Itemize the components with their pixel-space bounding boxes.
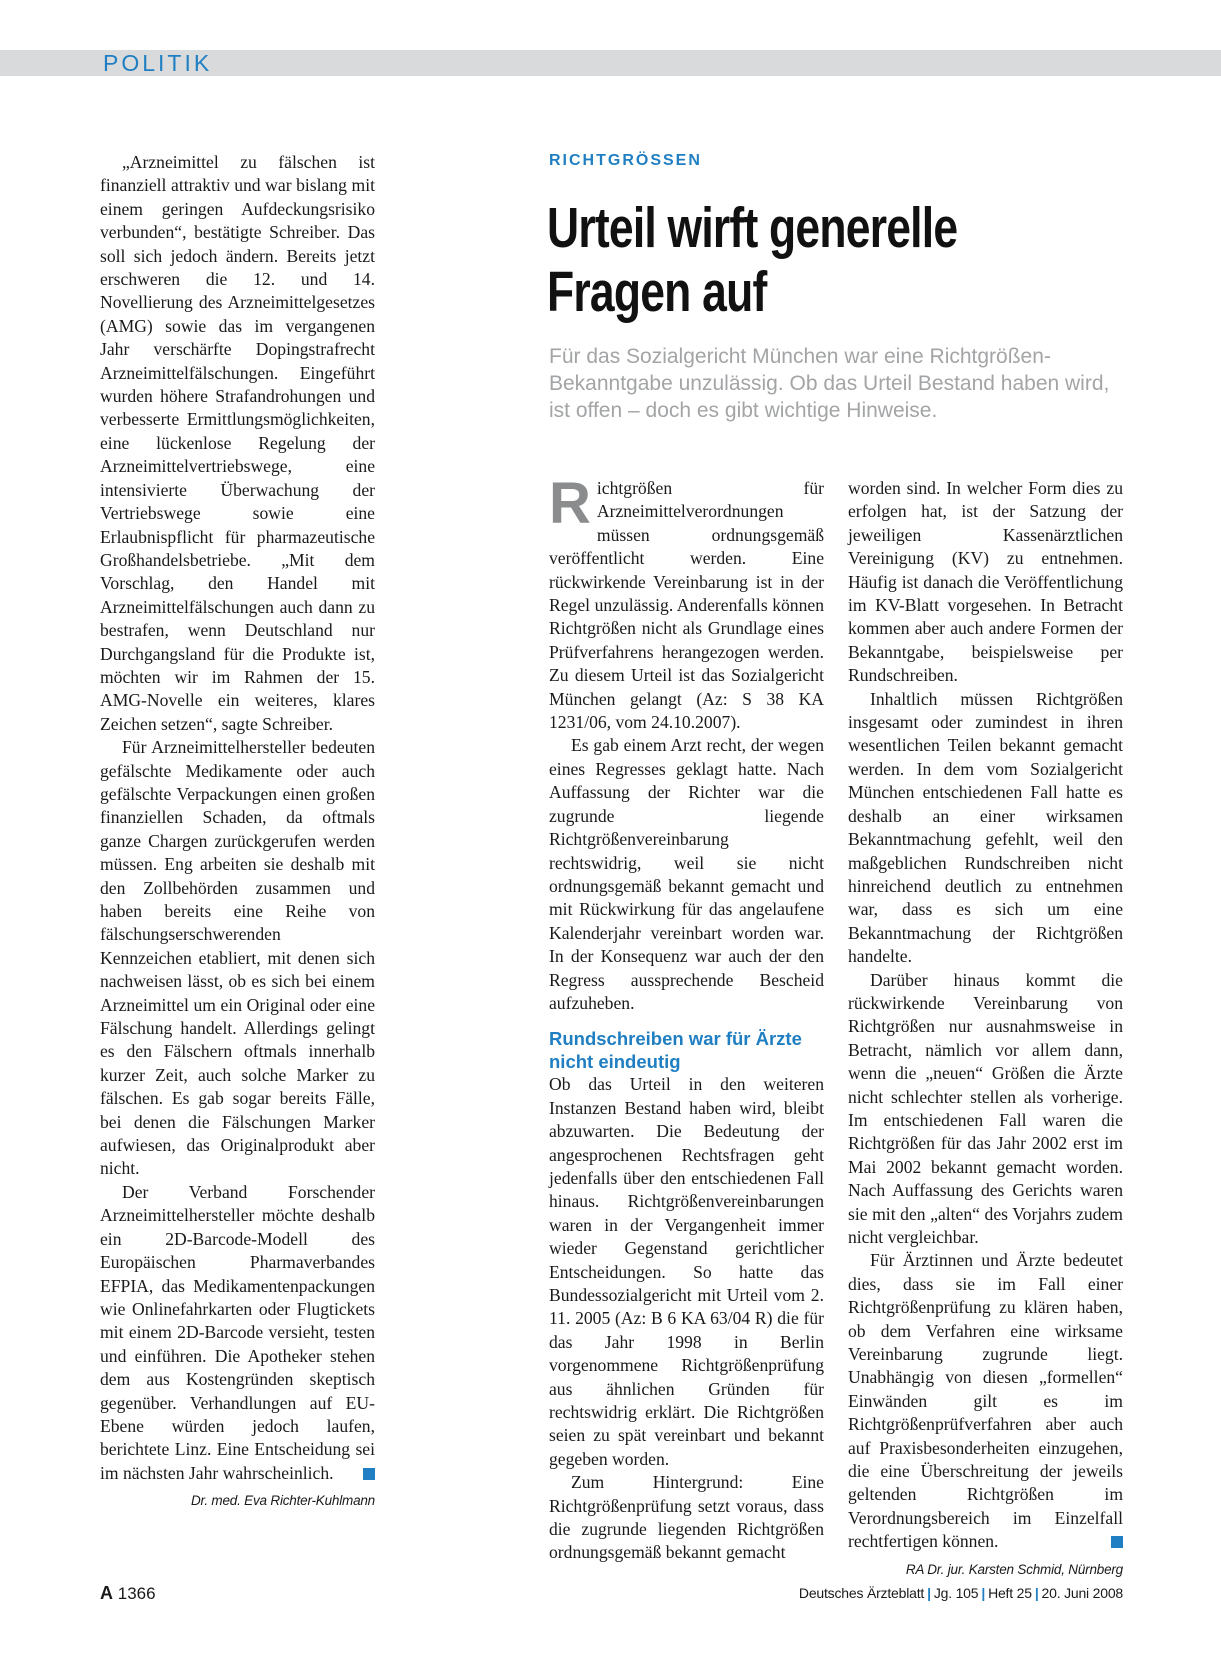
article-headline xyxy=(547,196,1031,324)
article-paragraph-4: Zum Hintergrund: Eine Richtgrößenprüfung setzt voraus, dass die zugrunde liegenden Richtgrößen ordnungsgemäß bekannt gemacht xyxy=(549,1472,824,1563)
journal-issue: Heft 25 xyxy=(988,1585,1032,1601)
middle-column xyxy=(549,471,824,1565)
journal-name: Deutsches Ärzteblatt xyxy=(798,1585,925,1601)
page-prefix: A xyxy=(100,1583,113,1603)
separator: | xyxy=(1034,1585,1039,1601)
article-paragraph-8-text: Für Ärztinnen und Ärzte bedeutet dies, dass sie im Fall einer Richtgrößenprüfung zu klären haben, ob dem Verfahren eine wirksame Vereinbarung zugrunde liegt. Unabhängig von diesen „formellen“ Einwänden gilt es im Richtgrößenprüfverfahren aber auch auf Praxisbesonderheiten einzugehen, die eine Überschreitung der jeweils geltenden Richtgrößen im Verordnungsbereich im Einzelfall rechtfertigen können. xyxy=(848,1250,1123,1552)
left-author: Dr. med. Eva Richter-Kuhlmann xyxy=(190,1493,375,1509)
page-number-value: 1366 xyxy=(117,1584,156,1603)
headline-line-1: Urteil wirft generelle xyxy=(547,196,958,260)
left-paragraph-1: „Arzneimittel zu fälschen ist finanziell attraktiv und war bislang mit einem geringen Aufdeckungsrisiko verbunden“, bestätigte Schreiber. Das soll sich jedoch ändern. Bereits jetzt erschweren die 12. und 14. Novellierung des Arzneimittelgesetzes (AMG) sowie das im vergangenen Jahr verschärfte Dopingstrafrecht Arzneimittelfälschungen. Eingeführt wurden höhere Strafandrohungen und verbesserte Ermittlungsmöglichkeiten, eine lückenlose Regelung der Arzneimittelvertriebswege, eine intensivierte Überwachung der Vertriebswege sowie eine Erlaubnispflicht für pharmazeutische Großhandelsbetriebe. „Mit dem Vorschlag, den Handel mit Arzneimittelfälschungen auch dann zu bestrafen, wenn Deutschland nur Durchgangsland für die Produkte ist, möchten wir im Rahmen der 15. AMG-Novelle ein weiteres, klares Zeichen setzen“, sagte Schreiber. xyxy=(100,152,375,734)
article-deck: Für das Sozialgericht München war eine Richtgrößen-Bekanntgabe unzulässig. Ob das Urteil Bestand haben wird, ist offen – doch es gibt wichtige Hinweise. xyxy=(549,345,1110,422)
end-mark-icon xyxy=(1111,1536,1123,1548)
left-paragraph-3-text: Der Verband Forschender Arzneimittelhersteller möchte deshalb ein 2D-Barcode-Modell des Europäischen Pharmaverbandes EFPIA, das Medikamentenpackungen wie Onlinefahrkarten oder Flugtickets mit einem 2D-Barcode versieht, testen und einführen. Die Apotheker stehen dem aus Kostengründen skeptisch gegenüber. Verhandlungen auf EU-Ebene würden jedoch laufen, berichtete Linz. Eine Entscheidung sei im nächsten Jahr wahrscheinlich. xyxy=(100,1181,375,1483)
right-column xyxy=(848,477,1123,1581)
article-kicker: RICHTGRÖSSEN xyxy=(549,152,702,169)
article-paragraph-2: Es gab einem Arzt recht, der wegen eines Regresses geklagt hatte. Nach Auffassung der Richter war die zugrunde liegende Richtgrößenvereinbarung rechtswidrig, weil sie nicht ordnungsgemäß bekannt gemacht und mit Rückwirkung für das angelaufene Kalenderjahr vereinbart worden war. In der Konsequenz war auch der den Regress aussprechende Bescheid aufzuheben. xyxy=(549,735,824,1013)
article-paragraph-6: Inhaltlich müssen Richtgrößen insgesamt oder zumindest in ihren wesentlichen Teilen bekannt gemacht werden. In dem vom Sozialgericht München entschiedenen Fall hatte es deshalb an einer wirksamen Bekanntmachung gefehlt, weil den maßgeblichen Rundschreiben nicht hinreichend deutlich zu entnehmen war, dass es sich um eine Bekanntmachung der Richtgrößen handelte. xyxy=(848,688,1123,967)
page-number xyxy=(100,1583,156,1604)
article-paragraph-1 xyxy=(549,471,824,734)
left-paragraph-3 xyxy=(100,1181,375,1485)
article-paragraph-5: worden sind. In welcher Form dies zu erfolgen hat, ist der Satzung der jeweiligen Kassenärztlichen Vereinigung (KV) zu entnehmen. Häufig ist danach die Veröffentlichung im KV-Blatt vorgesehen. In Betracht kommen aber auch andere Formen der Bekanntgabe, beispielsweise per Rundschreiben. xyxy=(848,478,1123,686)
separator: | xyxy=(981,1585,986,1601)
article-author: RA Dr. jur. Karsten Schmid, Nürnberg xyxy=(905,1561,1123,1577)
article-paragraph-1-text: ichtgrößen für Arzneimittelverordnungen müssen ordnungsgemäß veröffentlicht werden. Eine rückwirkende Vereinbarung ist in der Regel unzulässig. Anderenfalls können Richtgrößen nicht als Grundlage eines Prüfverfahrens herangezogen werden. Zu diesem Urteil ist das Sozialgericht München gelangt (Az: S 38 KA 1231/06, vom 24.10.2007). xyxy=(549,478,824,733)
article-paragraph-8 xyxy=(848,1249,1123,1553)
journal-date: 20. Juni 2008 xyxy=(1041,1585,1123,1601)
journal-volume: Jg. 105 xyxy=(933,1585,979,1601)
separator: | xyxy=(927,1585,931,1601)
headline-line-2: Fragen auf xyxy=(547,260,767,324)
left-paragraph-2: Für Arzneimittelhersteller bedeuten gefälschte Medikamente oder auch gefälschte Verpackungen einen großen finanziellen Schaden, da oftmals ganze Chargen zurückgerufen werden müssen. Eng arbeiten sie deshalb mit den Zollbehörden zusammen und haben bereits eine Reihe von fälschungserschwerenden Kennzeichen etabliert, mit denen sich nachweisen lässt, ob es sich bei einem Arzneimittel um ein Original oder eine Fälschung handelt. Allerdings gelingt es den Fälschern oftmals innerhalb kurzer Zeit, auch solche Marker zu fälschen. Es gab sogar bereits Fälle, bei denen die Fälschungen Marker aufwiesen, das Originalprodukt aber nicht. xyxy=(100,737,375,1179)
drop-cap: R xyxy=(549,471,591,536)
left-column xyxy=(100,151,375,1513)
end-mark-icon xyxy=(363,1468,375,1480)
article-paragraph-7: Darüber hinaus kommt die rückwirkende Vereinbarung von Richtgrößen nur ausnahmsweise in Betracht, nämlich vor allem dann, wenn die „neuen“ Größen die Ärzte nicht schlechter stellen als vorherige. Im entschiedenen Fall waren die Richtgrößen für das Jahr 2002 erst im Mai 2002 bekannt gemacht worden. Nach Auffassung des Gerichts waren sie mit den „alten“ des Vorjahrs zudem nicht vergleichbar. xyxy=(848,969,1123,1247)
section-label: POLITIK xyxy=(103,50,213,76)
article-subhead: Rundschreiben war für Ärzte nicht eindeutig xyxy=(549,1028,802,1073)
footer-meta xyxy=(799,1585,1123,1601)
article-paragraph-3: Ob das Urteil in den weiteren Instanzen Bestand haben wird, bleibt abzuwarten. Die Bedeutung der angesprochenen Rechtsfragen geht jedenfalls über den entschiedenen Fall hinaus. Richtgrößenvereinbarungen waren in der Vergangenheit immer wieder Gegenstand gerichtlicher Entscheidungen. So hatte das Bundessozialgericht mit Urteil vom 2. 11. 2005 (Az: B 6 KA 63/04 R) die für das Jahr 1998 in Berlin vorgenommene Richtgrößenprüfung aus ähnlichen Gründen für rechtswidrig erklärt. Die Richtgrößen seien zu spät vereinbart und bekannt gegeben worden. xyxy=(549,1074,824,1469)
